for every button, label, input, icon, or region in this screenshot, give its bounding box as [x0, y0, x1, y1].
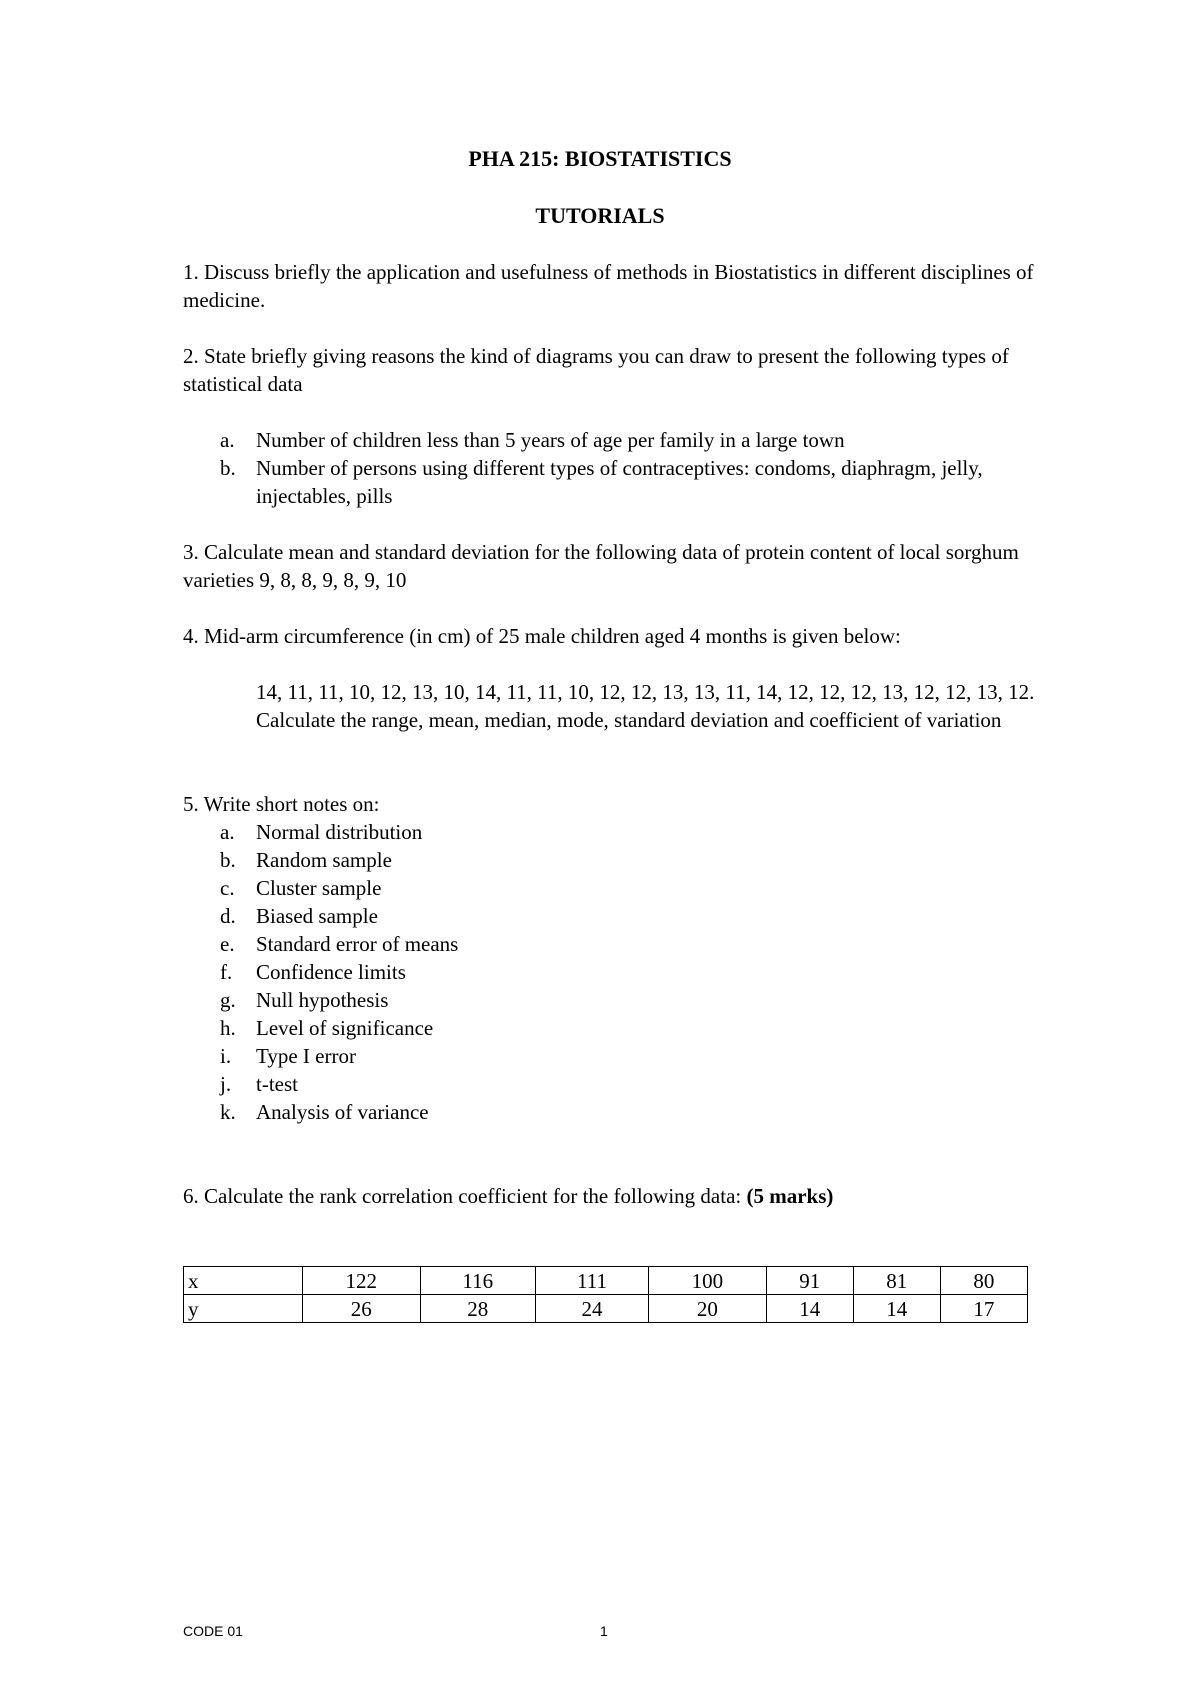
table-cell: 14	[853, 1295, 940, 1323]
table-cell: 111	[535, 1267, 648, 1295]
footer-code: CODE 01	[183, 1623, 243, 1639]
row-label: y	[184, 1295, 303, 1323]
table-cell: 80	[940, 1267, 1027, 1295]
course-title: PHA 215: BIOSTATISTICS	[468, 146, 732, 171]
list-item: a. Number of children less than 5 years of age per family in a large town	[220, 428, 845, 452]
question-5-list	[183, 818, 1043, 1126]
table-cell: 17	[940, 1295, 1027, 1323]
list-item: c. Cluster sample	[220, 876, 382, 900]
table-cell: 116	[420, 1267, 535, 1295]
table-cell: 24	[535, 1295, 648, 1323]
list-item: k. Analysis of variance	[220, 1100, 429, 1124]
row-label: x	[184, 1267, 303, 1295]
table-cell: 91	[766, 1267, 853, 1295]
list-item: h. Level of significance	[220, 1016, 434, 1040]
question-2: 2. State briefly giving reasons the kind of diagrams you can draw to present the following types of statistical data	[183, 344, 1009, 396]
list-item: g. Null hypothesis	[220, 988, 389, 1012]
table-cell: 122	[303, 1267, 421, 1295]
table-cell: 100	[649, 1267, 767, 1295]
question-4: 4. Mid-arm circumference (in cm) of 25 male children aged 4 months is given below:	[183, 624, 901, 648]
table-cell: 81	[853, 1267, 940, 1295]
question-6: 6. Calculate the rank correlation coefficient for the following data: (5 marks)	[183, 1184, 834, 1208]
list-item: i. Type I error	[220, 1044, 356, 1068]
list-item: e. Standard error of means	[220, 932, 459, 956]
list-item: j. t-test	[220, 1072, 298, 1096]
question-1: 1. Discuss briefly the application and usefulness of methods in Biostatistics in different disciplines of medicine.	[183, 260, 1034, 312]
question-3: 3. Calculate mean and standard deviation for the following data of protein content of local sorghum varieties 9, 8, 8, 9, 8, 9, 10	[183, 540, 1019, 592]
table-cell: 28	[420, 1295, 535, 1323]
table-cell: 14	[766, 1295, 853, 1323]
questions-body	[183, 258, 1043, 1210]
rank-data-table	[183, 1266, 1028, 1323]
table-row	[184, 1267, 1028, 1295]
question-2-list	[183, 426, 1043, 510]
list-item: a. Normal distribution	[220, 820, 423, 844]
table-cell: 26	[303, 1295, 421, 1323]
marks-label: (5 marks)	[746, 1184, 834, 1208]
question-5: 5. Write short notes on:	[183, 792, 380, 816]
question-4-data: 14, 11, 11, 10, 12, 13, 10, 14, 11, 11, 10, 12, 12, 13, 13, 11, 14, 12, 12, 12, 13, 12, 12, 13, 12. Calculate the range, mean, median, mode, standard deviation and coefficient of variation	[256, 680, 1035, 732]
list-item: b. Random sample	[220, 848, 392, 872]
page-subtitle: TUTORIALS	[535, 203, 665, 228]
table-cell: 20	[649, 1295, 767, 1323]
page-number: 1	[600, 1623, 608, 1639]
list-item: d. Biased sample	[220, 904, 378, 928]
list-item: f. Confidence limits	[220, 960, 406, 984]
list-item: b. Number of persons using different types of contraceptives: condoms, diaphragm, jelly, injectables, pills	[220, 456, 983, 508]
table-row	[184, 1295, 1028, 1323]
